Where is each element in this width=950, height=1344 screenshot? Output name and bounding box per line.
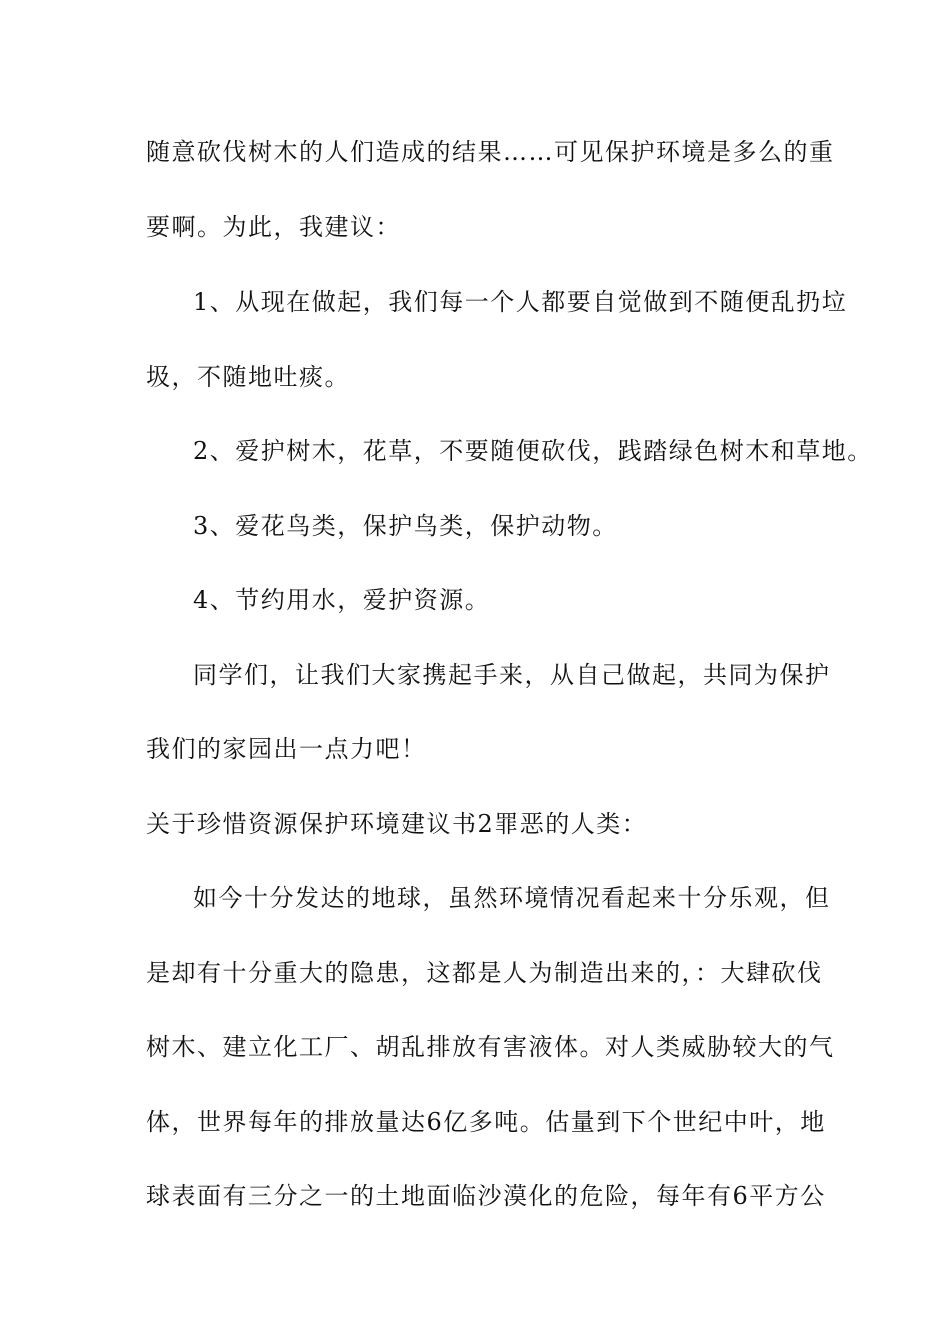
section-heading: 关于珍惜资源保护环境建议书2罪恶的人类： xyxy=(146,810,648,838)
list-item-1-line-1: 1、从现在做起，我们每一个人都要自觉做到不随便乱扔垃 xyxy=(193,288,848,316)
list-item-2: 2、爱护树木，花草，不要随便砍伐，践踏绿色树木和草地。 xyxy=(193,437,873,465)
list-item-1-line-2: 圾，不随地吐痰。 xyxy=(146,363,350,391)
closing-paragraph-line-1: 同学们，让我们大家携起手来，从自己做起，共同为保护 xyxy=(193,661,831,689)
body-paragraph-line-4: 体，世界每年的排放量达6亿多吨。估量到下个世纪中叶，地 xyxy=(146,1108,826,1136)
body-paragraph-line-2: 是却有十分重大的隐患，这都是人为制造出来的，：大肆砍伐 xyxy=(146,959,823,987)
body-paragraph-line-1: 如今十分发达的地球，虽然环境情况看起来十分乐观，但 xyxy=(193,884,831,912)
paragraph-line-1: 随意砍伐树木的人们造成的结果……可见保护环境是多么的重 xyxy=(146,138,835,166)
list-item-3: 3、爱花鸟类，保护鸟类，保护动物。 xyxy=(193,512,618,540)
body-paragraph-line-3: 树木、建立化工厂、胡乱排放有害液体。对人类威胁较大的气 xyxy=(146,1033,835,1061)
paragraph-line-2: 要啊。为此，我建议： xyxy=(146,213,401,241)
list-item-4: 4、节约用水，爱护资源。 xyxy=(193,586,491,614)
closing-paragraph-line-2: 我们的家园出一点力吧！ xyxy=(146,735,427,763)
body-paragraph-line-5: 球表面有三分之一的土地面临沙漠化的危险，每年有6平方公 xyxy=(146,1182,826,1210)
